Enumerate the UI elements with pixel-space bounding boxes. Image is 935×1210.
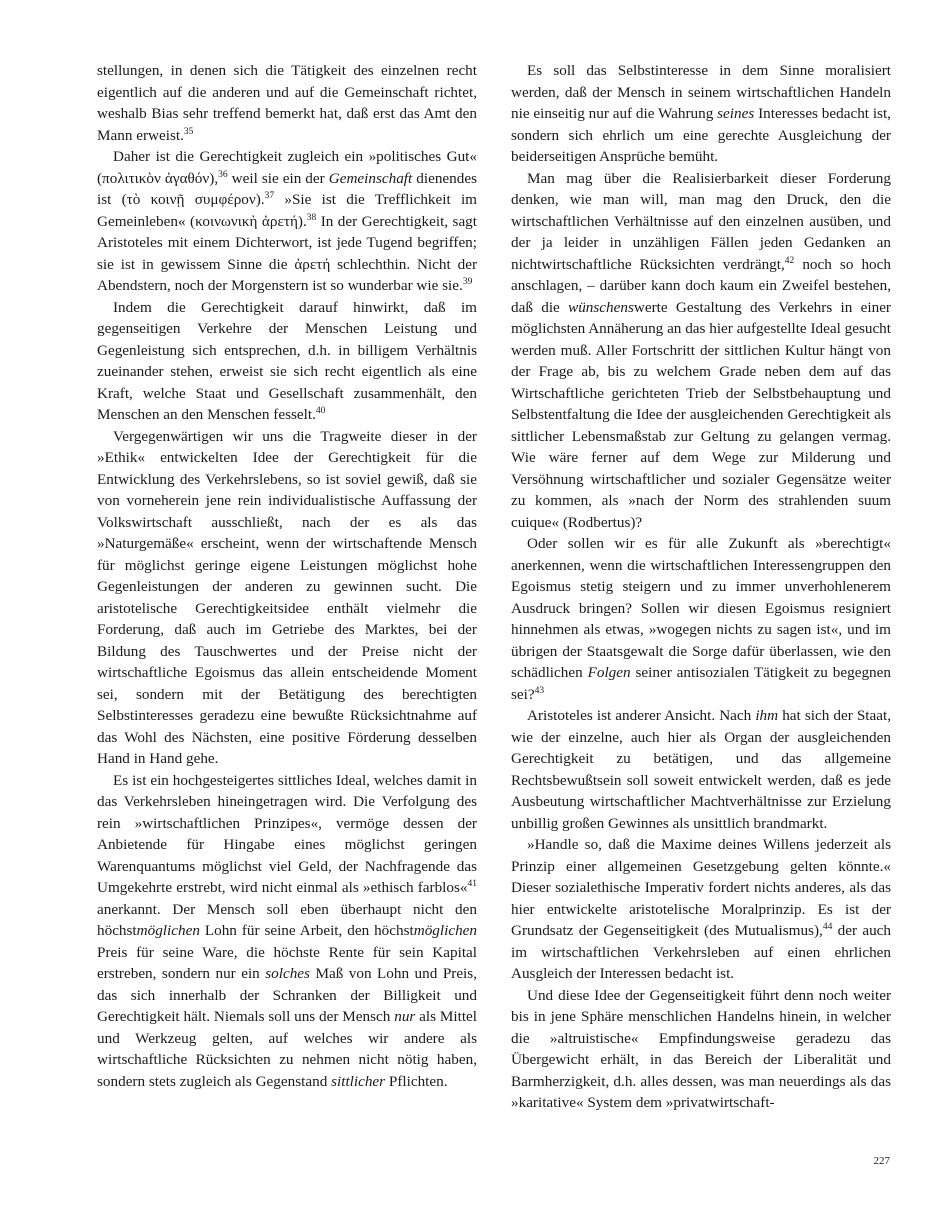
footnote-ref: 42 <box>784 255 795 266</box>
paragraph <box>511 985 891 1114</box>
emphasis: solches <box>265 965 310 982</box>
text-run: Es soll das Selbstinteresse in dem Sinne moralisiert werden, daß der Mensch in seinem wirtschaftlichen Handeln nie einseitig nur auf die Wahrung <box>511 62 891 122</box>
emphasis: ihm <box>755 707 779 724</box>
text-run: als Mittel und Werkzeug gelten, auf welches wir andere als wirtschaftliche Rücksichten zu nehmen nicht nötig haben, sondern stets zugleich als Gegenstand <box>97 1008 477 1090</box>
text-run: Es ist ein hochgesteigertes sittliches Ideal, welches damit in das Verkehrsleben hineingetragen wird. Die Verfolgung des rein »wirtschaftlichen Prinzipes«, vermöge dessen der Anbietende für Hingabe eines möglichst geringen Warenquantums möglichst viel Geld, der Nachfragende das Umgekehrte erstrebt, wird nicht einmal als »ethisch farblos« <box>97 771 477 896</box>
text-run: seiner antisozialen Tätigkeit zu begegnen sei? <box>511 664 891 703</box>
left-text-column <box>97 60 477 1092</box>
emphasis: seines <box>717 105 755 122</box>
text-run: Lohn für seine Arbeit, den höchst <box>199 922 414 939</box>
paragraph <box>511 834 891 985</box>
text-run: Indem die Gerechtigkeit darauf hinwirkt, daß im gegenseitigen Verkehre der Menschen Leistung und Gegenleistung sich entsprechen, d.h. in billigem Verhältnis zueinander stehen, erweist sie sich recht eigentlich als eine Kraft, welche Staat und Gesellschaft zusammenhält, den Menschen an den Menschen fesselt. <box>97 298 477 423</box>
emphasis: Gemeinschaft <box>328 169 413 187</box>
text-run: Man mag über die Realisierbarkeit dieser Forderung denken, wie man will, man mag den Druck, den die wirtschaftlichen Verhältnisse auf den einzelnen ausüben, und der ja leider in unzähligen Fällen jeden Gedanken an nichtwirtschaftliche Rücksichten verdrängt, <box>511 169 891 273</box>
emphasis: Folgen <box>587 664 631 681</box>
footnote-ref: 36 <box>218 169 228 180</box>
text-run: Oder sollen wir es für alle Zukunft als »berechtigt« anerkennen, wenn die wirtschaftlichen Interessengruppen den Egoismus stetig steigern und zu immer unverhohlenerem Ausdruck bringen? Sollen wir diesen Egoismus resigniert hinnehmen als etwas, »wogegen nichts zu sagen ist«, und im übrigen der Staatsgewalt die Sorge dafür überlassen, wie den schädlichen <box>511 535 891 681</box>
text-run: der auch im wirtschaftlichen Verkehrsleben auf einen ehrlichen Ausgleich der Interessen bedacht ist. <box>511 922 891 982</box>
text-run: Und diese Idee der Gegenseitigkeit führt denn noch weiter bis in jene Sphäre menschlichen Handelns hinein, in welcher die »altruistische« Empfindungsweise geradezu das Übergewicht erhält, in das Bereich der Liberalität und Barmherzigkeit, d.h. alles dessen, was man neuerdings als das »karitative« System dem »privatwirtschaft- <box>511 986 891 1111</box>
text-run: Vergegenwärtigen wir uns die Tragweite dieser in der »Ethik« entwickelten Idee der Gerechtigkeit für die Entwicklung des Verkehrslebens, so ist soviel gewiß, daß sie von vorneherein jene rein individualistische Auffassung der Volkswirtschaft ausschließt, nach der es als das »Naturgemäße« erscheint, wenn der wirtschaftende Mensch für möglichst geringe eigene Leistungen möglichst hohe Gegenleistungen der anderen zu gewinnen sucht. Die aristotelische Gerechtigkeitsidee enthält vielmehr die Forderung, daß auch im Getriebe des Marktes, bei der Bildung des Tauschwertes und der Preise nicht der wirtschaftliche Egoismus das allein entscheidende Moment sei, sondern mit der Betätigung des berechtigten Selbstinteresses geradezu eine bewußte Rücksichtnahme auf das Wohl des Nächsten, eine positive Förderung desselben Hand in Hand gehe. <box>97 427 477 767</box>
paragraph <box>511 60 891 168</box>
text-run: Preis für seine Ware, die höchste Rente für sein Kapital erstreben, sondern nur ein <box>97 943 477 982</box>
footnote-ref: 44 <box>822 921 833 932</box>
footnote-ref: 39 <box>462 276 473 287</box>
emphasis: wünschens <box>568 298 634 316</box>
text-run: Maß von Lohn und Preis, das sich innerhalb der Schranken der Billigkeit und Gerechtigkeit hält. Niemals soll uns der Mensch <box>97 965 477 1025</box>
footnote-ref: 40 <box>315 405 326 416</box>
text-run: Interesses bedacht ist, sondern sich ehrlich um eine gerechte Ausgleichung der beiderseitigen Ansprüche bemüht. <box>511 105 891 165</box>
paragraph <box>97 146 477 297</box>
text-run: weil sie ein der <box>227 169 329 187</box>
footnote-ref: 35 <box>183 126 194 137</box>
text-run: Daher ist die Gerechtigkeit zugleich ein »politisches Gut« (πολιτικὸν ἀγαθόν), <box>97 148 477 187</box>
right-text-column <box>511 60 891 1114</box>
text-run: anerkannt. Der Mensch soll eben überhaupt nicht den höchst <box>97 900 477 939</box>
emphasis: sittlicher <box>331 1072 386 1090</box>
paragraph <box>97 297 477 426</box>
text-run: In der Gerechtigkeit, sagt Aristoteles mit einem Dichterwort, ist jede Tugend begriffen; sie ist in gewissem Sinne die ἀρετή schlechthin. Nicht der Abendstern, noch der Morgenstern ist so wunderbar wie sie. <box>97 212 477 294</box>
emphasis: nur <box>394 1008 416 1025</box>
footnote-ref: 37 <box>264 190 275 201</box>
paragraph <box>511 533 891 705</box>
emphasis: möglichen <box>136 922 200 939</box>
paragraph <box>97 60 477 146</box>
footnote-ref: 41 <box>467 878 477 889</box>
text-run: Aristoteles ist anderer Ansicht. Nach <box>527 707 756 724</box>
text-run: noch so hoch anschlagen, – darüber kann doch kaum ein Zweifel bestehen, daß die <box>511 255 891 316</box>
text-run: »Sie ist die Trefflichkeit im Gemeinleben« (κοινωνικὴ ἀρετή). <box>97 191 477 230</box>
page-number: 227 <box>873 1155 890 1167</box>
text-run: dienendes ist (τὸ κοινῇ συμφέρον). <box>97 169 478 208</box>
text-run: Pflichten. <box>385 1072 448 1090</box>
text-run: »Handle so, daß die Maxime deines Willens jederzeit als Prinzip einer allgemeinen Gesetzgebung gelten könnte.« Dieser sozialethische Imperativ fordert nichts anderes, als das hier entwickelte aristotelische Moralprinzip. Es ist der Grundsatz der Gegenseitigkeit (des Mutualismus), <box>511 836 891 939</box>
footnote-ref: 38 <box>306 212 317 223</box>
paragraph <box>511 705 891 834</box>
text-run: werte Gestaltung des Verkehrs in einer möglichsten Annäherung an das hier aufgestellte Ideal gesucht werden muß. Aller Fortschritt der sittlichen Kultur hängt von der Frage ab, bis zu welchem Grade neben dem auf das Wirtschaftliche gerichteten Trieb der Selbstbehauptung und Selbstentfaltung die Idee der ausgleichenden Gerechtigkeit als sittlicher Lebensmaßstab zur Geltung zu gelangen vermag. Wie wäre ferner auf dem Wege zur Milderung und Versöhnung wirtschaftlicher und sozialer Gegensätze weiter zu kommen, als »nach der Norm des strahlenden suum cuique« (Rodbertus)? <box>511 298 891 531</box>
emphasis: möglichen <box>413 922 477 939</box>
text-run: hat sich der Staat, wie der einzelne, auch hier als Organ der ausgleichenden Gerechtigkeit zu betätigen, und das allgemeine Rechtsbewußtsein soll soweit entwickelt werden, daß es jede Ausbeutung wirtschaftlicher Machtverhältnisse zur Erzielung unbillig großen Gewinnes als unsittlich brandmarkt. <box>511 707 891 832</box>
paragraph <box>97 770 477 1093</box>
paragraph <box>511 168 891 534</box>
footnote-ref: 43 <box>534 685 545 696</box>
text-run: stellungen, in denen sich die Tätigkeit des einzelnen recht eigentlich auf die anderen und auf die Gemeinschaft richtet, weshalb Bias sehr treffend bemerkt hat, daß erst das Amt den Mann erweist. <box>97 62 477 144</box>
paragraph <box>97 426 477 770</box>
